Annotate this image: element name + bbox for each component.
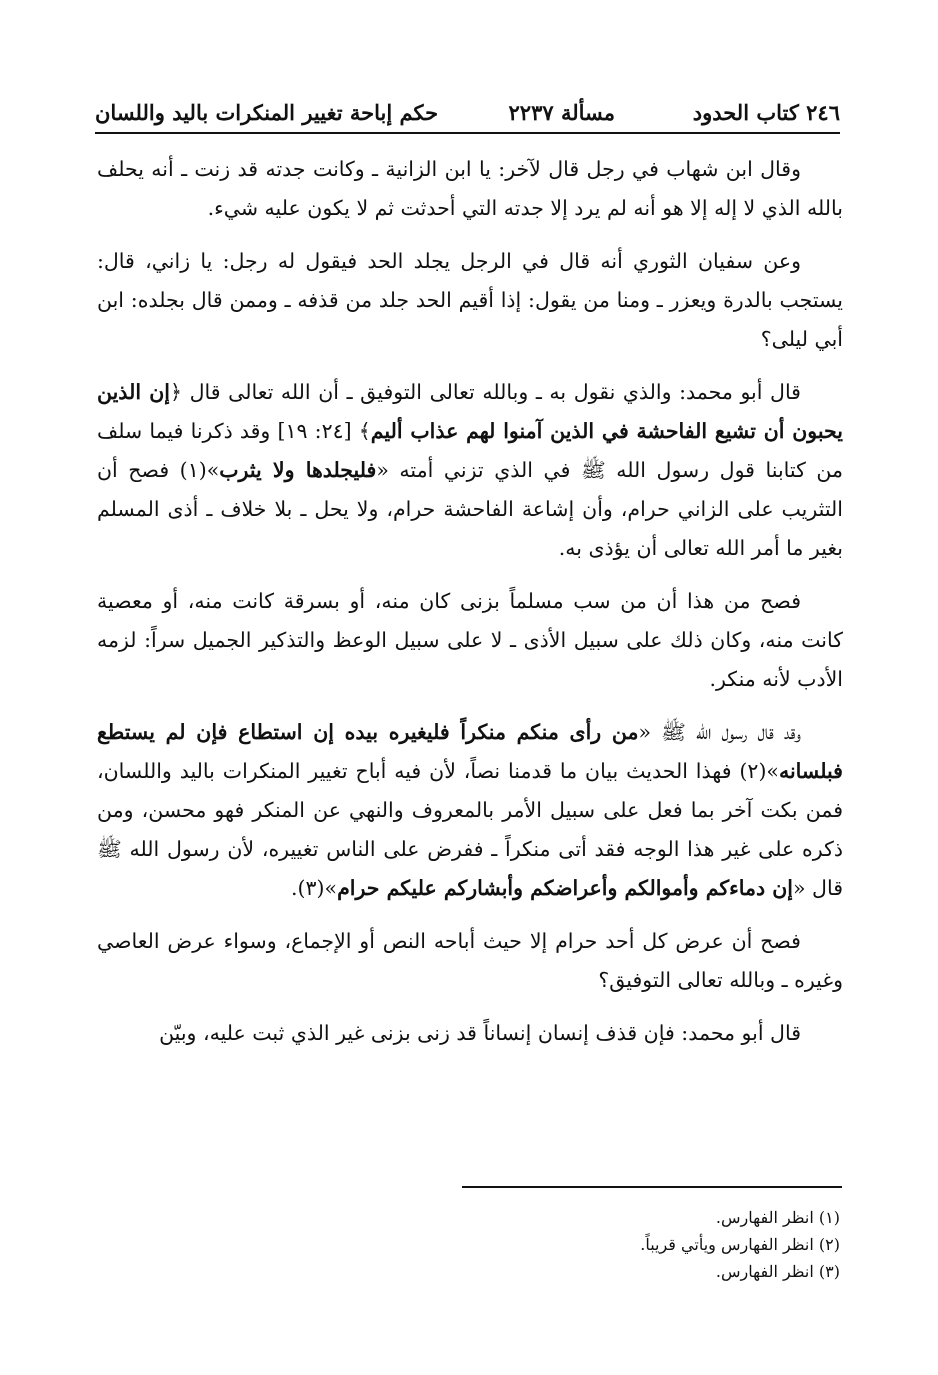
text-segment: قال أبو محمد: فإن قذف إنسان إنساناً قد زنى بزنى غير الذي ثبت عليه، وبيّن bbox=[159, 1021, 801, 1045]
running-header bbox=[95, 98, 840, 134]
quoted-text: فليجلدها ولا يثرب bbox=[219, 458, 377, 482]
quoted-text: إن دماءكم وأموالكم وأعراضكم وأبشاركم عليكم حرام bbox=[337, 876, 793, 900]
quoted-text: من رأى منكم منكراً فليغيره بيده إن استطاع فإن لم يستطع فبلسانه bbox=[97, 720, 843, 783]
footnote: (١) انظر الفهارس. bbox=[715, 1208, 840, 1227]
paragraph bbox=[97, 582, 843, 699]
footnote: (٢) انظر الفهارس ويأتي قريباً. bbox=[640, 1235, 840, 1254]
text-segment: وعن سفيان الثوري أنه قال في الرجل يجلد الحد فيقول له رجل: يا زاني، قال: يستجب بالدرة ويعزر ـ ومنا من يقول: إذا أقيم الحد جلد من قذفه ـ وممن قال بجلده: ابن أبي ليلى؟ bbox=[97, 249, 843, 351]
quoted-text: إن الذين يحبون أن تشيع الفاحشة في الذين آمنوا لهم عذاب أليم bbox=[97, 380, 843, 443]
paragraph bbox=[97, 242, 843, 359]
issue-number: مسألة ٢٢٣٧ bbox=[508, 100, 615, 125]
paragraph bbox=[97, 1014, 843, 1053]
page-number-and-book-title: ٢٤٦ كتاب الحدود bbox=[692, 100, 840, 125]
text-segment: »(١) فصح أن التثريب على الزاني حرام، وأن إشاعة الفاحشة حرام، ولا يحل ـ بلا خلاف ـ أذى المسلم بغير ما أمر الله تعالى أن يؤذى به. bbox=[97, 458, 843, 560]
text-segment: »(٢) فهذا الحديث بيان ما قدمنا نصاً، لأن فيه أباح تغيير المنكرات باليد واللسان، فمن بكت آخر بما فعل على سبيل الأمر بالمعروف والنهي عن المنكر فهو محسن، ومن ذكره على غير هذا الوجه فقد أتى منكراً ـ ففرض على الناس تغييره، لأن رسول الله ﷺ قال « bbox=[97, 759, 843, 900]
text-segment: وقال ابن شهاب في رجل قال لآخر: يا ابن الزانية ـ وكانت جدته قد زنت ـ أنه يحلف بالله الذي لا إله إلا هو أنه لم يرد إلا جدته التي أحدثت ثم لا يكون عليه شيء. bbox=[97, 157, 843, 220]
footnote-divider bbox=[462, 1186, 842, 1188]
chapter-title: حكم إباحة تغيير المنكرات باليد واللسان bbox=[95, 100, 439, 125]
text-segment: فصح من هذا أن من سب مسلماً بزنى كان منه، أو بسرقة كانت منه، أو معصية كانت منه، وكان ذلك على سبيل الأذى ـ لا على سبيل الوعظ والتذكير الجميل سراً: لزمه الأدب لأنه منكر. bbox=[97, 589, 843, 691]
main-text bbox=[97, 150, 843, 1067]
text-segment: فصح أن عرض كل أحد حرام إلا حيث أباحه النص أو الإجماع، وسواء عرض العاصي وغيره ـ وبالله تعالى التوفيق؟ bbox=[97, 929, 843, 992]
text-segment: قال أبو محمد: والذي نقول به ـ وبالله تعالى التوفيق ـ أن الله تعالى قال ﴿ bbox=[169, 380, 801, 404]
text-segment: وقد قال رسول الله ﷺ « bbox=[638, 720, 801, 744]
paragraph bbox=[97, 713, 843, 908]
paragraph bbox=[97, 922, 843, 1000]
paragraph bbox=[97, 373, 843, 568]
paragraph bbox=[97, 150, 843, 228]
footnote: (٣) انظر الفهارس. bbox=[715, 1262, 840, 1281]
text-segment: ﴾ [٢٤: ١٩] وقد ذكرنا فيما سلف من كتابنا قول رسول الله ﷺ في الذي تزني أمته « bbox=[97, 419, 843, 482]
footnotes bbox=[340, 1204, 840, 1285]
text-segment: »(٣). bbox=[290, 876, 338, 900]
